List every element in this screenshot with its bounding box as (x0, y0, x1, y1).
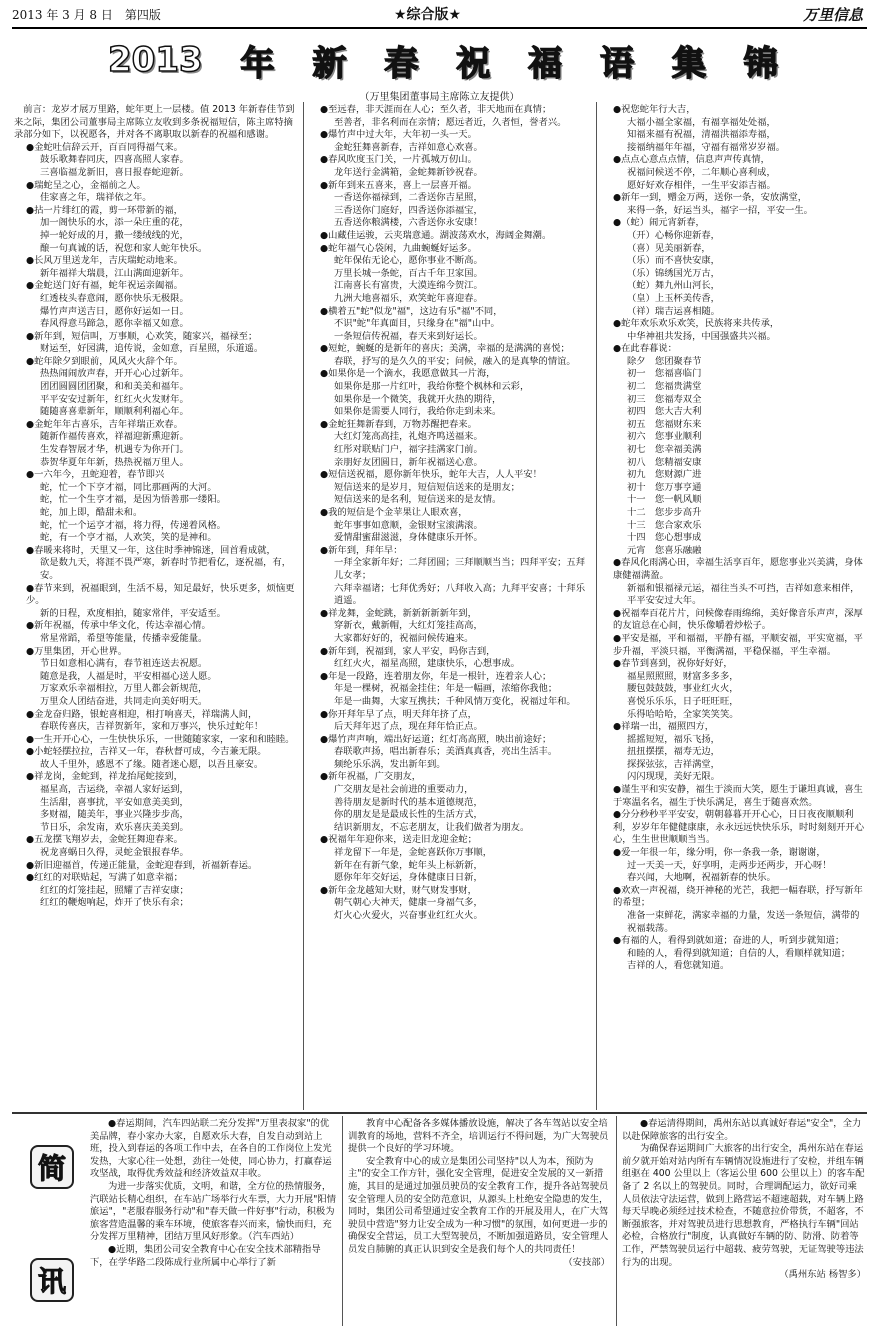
title-char: 祝 (456, 43, 491, 84)
greeting-line: ●祝福年年迎你来，送走旧龙迎金蛇； (320, 834, 477, 846)
greeting-line: ●长风万里送龙年，吉庆瑞蛇动地来。 (26, 255, 183, 267)
greeting-line: 初十 您万事亨通 (627, 481, 702, 493)
column-3 (601, 104, 865, 1110)
greeting-line: 红红火火，福星高照，建康快乐，心想事成。 (334, 658, 520, 670)
greeting-line: ●金蛇年年古喜乐，吉年祥瑞正欢春。 (26, 418, 183, 430)
page-title (108, 36, 778, 84)
news-paragraph: ●春运清得期间，禹州东站以真诚好春运"安全"，全力以赴保障旅客的出行安全。 (622, 1118, 862, 1142)
greeting-line: 一拜全家新年好；二拜团圆；三拜顺顺当当；四拜平安；五拜儿女孝； (334, 557, 586, 581)
greeting-line: 善待朋友是新时代的基本道德规范， (334, 796, 483, 808)
greeting-line: 新福和银福禄元运，福往当头不可挡，吉祥如意来相伴，平平安安过大年。 (627, 582, 860, 607)
greeting-line: 愿好好欢存相伴，一生平安添吉福。 (627, 179, 776, 191)
greeting-line: 腰包鼓鼓鼓，事业红火火， (627, 683, 739, 695)
greeting-line: 多财福，随美年，事业兴隆步步高， (40, 809, 189, 821)
greeting-line: 蛇，忙一个下亨才福，同比那画两的大河。 (40, 481, 217, 493)
section-divider (12, 1112, 867, 1114)
greeting-line: 灯火心火爱火，兴奋事业红红火火。 (334, 910, 483, 921)
column-divider (596, 102, 597, 1110)
greeting-line: ●春风吹度玉门关，一片孤城万仞山。 (320, 154, 477, 166)
greeting-line: （蛇）舞九州山河长， (627, 280, 720, 292)
greeting-line: 春联，抒写的是久久的平安；问候，融入的是真挚的情谊。 (334, 355, 576, 367)
greeting-line: 加一阁快乐的水，添一朵庄重的花， (40, 217, 189, 229)
greeting-line: 十二 您步步高升 (627, 507, 702, 518)
greeting-line: 大红灯笼高高挂，礼炮齐鸣送福来。 (334, 431, 483, 443)
greeting-line: 接福纳福年年福，守福有福常岁岁福。 (627, 141, 786, 153)
title-char: 集 (671, 43, 706, 84)
greeting-line: 蛇，加上即，酷甜未和。 (40, 507, 143, 518)
greeting-line: 如果你是那一片红叶，我给你整个枫林和云彩， (334, 381, 530, 393)
greeting-line: 闪闪现现，美好无限。 (627, 771, 720, 783)
greeting-line: ●横着五"蛇"似龙"福"，这边有乐"福"不同， (320, 305, 503, 317)
greeting-line: 前言：龙岁才展万里路，蛇年更上一层楼。值 2013 年新春佳节到来之际，集团公司董事局主席陈立友收到多条祝福短信，陈主席特摘录部分如下，以祝愿各，并对各不离职取以新春的祝福和感谢。 (14, 104, 295, 141)
news-brief-middle (348, 1118, 610, 1326)
greeting-line: 初二 您福贵满堂 (627, 381, 702, 393)
section-name: ★综合版★ (394, 7, 462, 23)
greeting-line: 大福小福全家福，有福享福处处福， (627, 116, 776, 128)
greeting-line: 初五 您福财东来 (627, 418, 702, 430)
greeting-line: （开）心畅你迎新春， (627, 229, 720, 241)
greeting-line: 掉一轮好成的月，撒一缕绒线的光， (40, 229, 189, 241)
greeting-line: 生发春智展才华，机遇专为你开门。 (40, 444, 189, 456)
greeting-line: ●年是一段路，连着朋友你，年是一根针，连着亲人心； (320, 670, 552, 682)
greeting-line: 频纶乐乐涡，发出新年到。 (334, 758, 446, 770)
page-header (12, 4, 867, 26)
greeting-line: 短信送来的是名利，短信送来的是友情。 (334, 494, 502, 506)
greeting-line: ●新年祝福，广交朋友， (320, 771, 422, 783)
greeting-line: ●谨生平和实安静，福生于淡而大笑，愿生于谦坦真诚，喜生于寒温名名，福生于快乐满足，喜生于随喜欢然。 (613, 784, 863, 808)
column-divider (342, 1116, 343, 1326)
greeting-line: ●蛇年欢乐欢乐欢笑，民族将来共传承， (613, 318, 780, 330)
greeting-line: ●祥龙岗，金蛇到，祥龙抬尾蛇接到， (26, 771, 183, 783)
greeting-line: 福星照照照，财富多多多， (627, 670, 739, 682)
greeting-line: ●有福的人，看得到就如道；奋进的人，听到步就知道； (613, 935, 845, 947)
greeting-line: 红红的鞭炮响起，炸开了快乐有余； (40, 897, 189, 909)
greeting-line: ●瑞蛇呈之心，金福前之人。 (26, 179, 146, 191)
greeting-line: 元宵 您喜乐融融 (627, 544, 702, 556)
title-char: 2013 (108, 40, 203, 80)
greeting-line: 平平安安过新年，红红火火发财年。 (40, 393, 189, 405)
greeting-line: ●（蛇）闹元宵新春， (613, 217, 705, 229)
greeting-line: 亲朋好友团圆日，新年祝福送心意。 (334, 456, 483, 468)
greeting-line: 春兴闻，大地啊，祝福新春的快乐。 (627, 872, 776, 884)
greeting-line: 你的朋友是是最成长性的生活方式， (334, 809, 483, 821)
greeting-line: 探探弦弦，吉祥满堂， (627, 758, 720, 770)
news-credit: （安技部） (563, 1256, 610, 1268)
greeting-line: 财运至，好园满，追传说，金如意，百星照，乐道遥。 (40, 343, 264, 355)
greeting-line: ●点点心意点点情，信息声声传真情， (613, 154, 770, 166)
greeting-line: 短信送来的是岁月，短信短信送来的是朋友； (334, 481, 520, 493)
greeting-line: 恭贺华夏年年新，热热祝福万里人。 (40, 456, 189, 468)
greeting-line: 热热闹闹放声春，开开心心过新年。 (40, 368, 189, 380)
column-divider (303, 102, 304, 1110)
greeting-line: 初七 您幸福美满 (627, 444, 702, 456)
greeting-line: ●蛇年除夕到眼前，风风火火辞个年。 (26, 355, 183, 367)
greeting-line: ●短信送祝福，愿你新年快乐，蛇年大吉，人人平安！ (320, 469, 542, 481)
greeting-line: 愿你年年交好运，身体健康日日新， (334, 872, 483, 884)
greeting-line: 随新作福传喜欢，祥福迎新熏迎新。 (40, 431, 189, 443)
greeting-line: ●山藏佳运骏，云夹瑞意通。湖波荡欢水，海阔金舞潮。 (320, 229, 552, 241)
title-char: 年 (240, 43, 275, 84)
greeting-line: 蛇年保佑无论心，愿你事业不断高。 (334, 255, 483, 267)
greeting-line: 节日如意相心满有，春节祖连送去祝愿。 (40, 658, 208, 670)
greeting-line: 如果你是一个微笑，我就开火热的期待， (334, 393, 502, 405)
news-brief-left (90, 1118, 338, 1326)
greeting-line: 如果你是需要人同行，我给你走到未来。 (334, 406, 502, 418)
greeting-line: 九洲大地喜福乐，欢笑蛇年喜迎春。 (334, 292, 483, 304)
greeting-line: 金蛇狂舞喜新春，吉祥如意心欢喜。 (334, 141, 483, 153)
greeting-line: ●新年一到，赠金万两，送你一条，安放满堂， (613, 192, 808, 204)
greeting-line: ●爆竹声中过大年，大年初一头一天。 (320, 129, 477, 141)
greeting-line: 祝龙喜蜗日久得，灵蛇金银报春华。 (40, 847, 189, 859)
greeting-line: 生活甜，喜事扰，平安如意美美到， (40, 796, 189, 808)
greeting-line: 准备一束鲜花，满家幸福的力量，发送一条短信，满带的祝福载荡。 (627, 910, 860, 934)
greeting-line: 春联歌声扬，唱出新春乐；美酒真真香，亮出生活丰。 (334, 746, 558, 758)
greeting-line: 常星常蹈，希望等能量，传播幸爱能量。 (40, 632, 208, 644)
greeting-line: ●爱一年很一年，缘分明，你一条我一条，谢谢谢， (613, 847, 826, 859)
greeting-line: ●春风化雨满心田，幸福生活享百年，愿您事业兴美满，身体康健福满盈。 (613, 557, 863, 581)
greeting-line: 万里长城一条蛇，百古千年卫家国。 (334, 267, 483, 279)
greeting-line: 三香送你门庭好，四香送你添福宝， (334, 204, 483, 216)
greeting-line: ●新年祝福，传承中华文化，传达幸福心情。 (26, 620, 211, 632)
greeting-line: 团团圆圆团团聚，和和美美和福年。 (40, 381, 189, 393)
greeting-line: 春联传喜庆，吉祥贺新年，家和万事兴，快乐过蛇年！ (40, 721, 264, 733)
greeting-line: ●金蛇吐信辞云开，百百同得福气来。 (26, 141, 183, 153)
greeting-line: ●蛇年福气心袋闲，九曲蜿蜒好运多。 (320, 242, 477, 254)
greeting-line: 年是一棵树，祝福金挂住；年是一幅画，浓缩你我他； (334, 683, 558, 695)
greeting-line: （皇）上玉杯美传香， (627, 292, 720, 304)
greeting-line: 十四 您心想事成 (627, 532, 702, 544)
greeting-line: 爱情甜蜜甜滋滋，身体健康乐开怀。 (334, 532, 483, 544)
greeting-line: 新年福祥大瑞晨，江山满面迎新年。 (40, 267, 189, 279)
greeting-line: ●小蛇轻摆拉拉，吉祥又一年，春秋督可成，今吉兼无限。 (26, 746, 267, 758)
greeting-line: 初九 您财源广进 (627, 469, 702, 481)
greeting-line: 除夕 您团聚春节 (627, 355, 702, 367)
greeting-line: ●新年到，祝福到，家人平安，吗你吉到， (320, 645, 496, 657)
greeting-line: 初六 您事业顺利 (627, 431, 702, 443)
greeting-line: ●一生开开心心，一生快快乐乐，一世随随家家，一家和和睦睦。 (26, 733, 295, 745)
subtitle: （万里集团董事局主席陈立友提供） (359, 92, 520, 103)
greeting-line: 一条短信传祝福，春天来到好运长。 (334, 330, 483, 342)
greeting-line: 结识新朋友，不忘老朋友，让我们做者为朋友。 (334, 821, 530, 833)
greeting-line: ●如果你是一个滴水，我愿意做其一片海， (320, 368, 496, 380)
greeting-line: 穿新衣，戴新帽，大红灯笼挂高高， (334, 620, 483, 632)
greeting-line: 故人千里外，感恩不了缘。随者迷心愿，以吾且豪安。 (40, 758, 264, 770)
greeting-line: ●祥瑞一出，福照四方， (613, 721, 715, 733)
greeting-line: 乐得哈哈哈，全家笑笑笑。 (627, 708, 739, 720)
greeting-line: 六拜幸福诸；七拜优秀好；八拜收入高；九拜平安喜；十拜乐逍遥。 (334, 582, 586, 607)
greeting-line: ●新年到，拜年早： (320, 544, 403, 556)
news-paragraph: 安全教育中心的成立是集团公司坚持"以人为本，预防为主"的安全工作方针，强化安全管理，促进安全发展的又一新措施，其目的是通过加强员驶员的安全教育工作，提升各站驾驶员安全管理人员的安全防范意识，从源头上杜绝安全隐患的发生，同时，集团公司希望通过安全教育工作的开展及用人，在广大驾驶员中营造"努力让安全成为一种习惯"的氛围，如何更进一步的确保安全营运，员工大型驾驶员，不断加强道路员，安全管理人员发自肺腑的真正认识到安全是我们每个人的共同责任！ (348, 1155, 609, 1255)
greeting-line: ●新旧迎福首，传递正能量，金蛇迎春到，祈福新春运。 (26, 859, 258, 871)
greeting-line: 万家欢乐幸福相拉，万里人都会新规范， (40, 683, 208, 695)
greeting-line: ●金蛇送门好有福，蛇年祝运亲阖福。 (26, 280, 183, 292)
greeting-line: 万里众人团结奋进，共同走向美好明天。 (40, 695, 208, 707)
greeting-line: ●新年到，短信叫，万事顺，心欢笑，随家兴，福禄至； (26, 330, 258, 342)
greeting-line: ●平安是福，平和福福，平静有福，平顺安福，平实宽福，平步升福，平淡只福，平衡满福，平稳保福，平生幸福。 (613, 632, 863, 657)
header-rule (12, 27, 867, 29)
news-paragraph: 为进一步落实优质，文明，和谐，全方位的热情服务，汽联站长精心组织，在车站广场举行火车票，大力开展"阳情旅运"，"老服春服务行动"和"春天做一件好事"行动，积极为旅客营造温馨的乘车环境，使旅客春兴而来，愉快而归，充分发挥万里精神，团结万里风好形象。（汽车西站） (90, 1180, 336, 1243)
greeting-line: 和睦的人，看得到就知道；自信的人，看顺样就知道； (627, 947, 851, 959)
greeting-line: ●一六年今，丑蛇迎着，春节即兴 (26, 469, 165, 481)
greeting-line: （乐）而不喜快安康， (627, 255, 720, 267)
greeting-line: ●我的短信是个金苹果让人眼欢喜， (320, 507, 468, 518)
greeting-line: 祝福问候送不停，二年顺心喜利成， (627, 166, 776, 178)
greeting-line: 中华神祖共发扬，中国强盛共兴福。 (627, 330, 776, 342)
greeting-line: 红彤对联贴门户，福字挂满家门前。 (334, 444, 483, 456)
greeting-line: 春风得意马蹄急，愿你幸福又如意。 (40, 318, 189, 330)
news-paragraph: 为确保春运期间广大旅客的出行安全，禹州东站在春运前夕就开始对站内所有车辆情况设施进行了安检，并组车辆组驱在 400 公里以上（客运公里 600 公里以上）的客车配备了 2 名以上的驾驶员。同时，合理调配运力，欲好司乘人员依法守法运营，做到上路营运不超速超载，对车辆上路每天早晚必须经过技术检查，不随意拉价带货，不超客，不断强旅客，并对驾驶员进行思想教育，严格执行车辆"回站必检，合格放行"制度，认真做好车辆的防、防滑、防着等工作，严禁驾驶员运行中超载、疲劳驾驶，无证驾驶等违法行为的出现。 (622, 1143, 865, 1268)
greeting-line: 爆竹声声送吉日，愿你好运如一日。 (40, 305, 189, 317)
greeting-line: 龙年送行金满箱，金蛇舞新钞祝春。 (334, 166, 483, 178)
greeting-line: 蛇，忙一个生亨才福，是因为悟善那一缕阳。 (40, 494, 226, 506)
greeting-line: 初一 您福喜临门 (627, 368, 702, 380)
greeting-line: 红红的灯笼挂起，照耀了吉祥安康； (40, 884, 189, 896)
greeting-line: 至善者，非名利而在亲情；愿远者近，久者恒，誉者兴。 (334, 116, 567, 128)
greeting-line: 年是一曲舞，大家互携扶；千种风情万变化，祝福过年和。 (334, 695, 576, 707)
greeting-line: ●五龙摆飞翔岁去，金蛇狂舞迎春来。 (26, 834, 183, 846)
greeting-line: ●春节到喜到，祝你好好好， (613, 658, 733, 670)
greeting-line: ●新年金龙越知大财，财气财发事财， (320, 884, 477, 896)
title-char: 语 (600, 43, 635, 84)
greeting-line: ●你开拜年早了点，明天拜年挤了点， (320, 708, 477, 720)
greeting-line: 十一 您一帆风顺 (627, 494, 702, 506)
greeting-line: 朝气朝心大神天，健康一身福气多， (334, 897, 483, 909)
greeting-line: 新年在有新气象，蛇年头上标新新， (334, 859, 483, 871)
greeting-line: 祥龙留下一年是，金蛇喜跃你万事顺， (334, 847, 493, 859)
greeting-line: （祥）瑞吉运喜相随。 (627, 305, 720, 317)
column-2 (308, 104, 590, 1110)
greeting-line: ●万里集团，开心世界。 (26, 645, 128, 657)
greeting-line: 十三 您合家欢乐 (627, 519, 702, 531)
greeting-line: 江南喜长有富贵，大漠连绵今贺江。 (334, 280, 483, 292)
greeting-line: ●祝福奉百花片片，问候像春雨绵绵，美好像音乐声声，深厚的友谊总在心间，快乐像嚼着炒松子。 (613, 607, 863, 632)
brief-badge: 简 (30, 1145, 74, 1189)
greeting-line: ●春节来到，祝福眼到，生活不易，知足最好，快乐更多，烦恼更少。 (26, 582, 295, 607)
greeting-line: ●红红的对联贴起，写满了如意幸福； (26, 872, 183, 884)
greeting-line: 扭扭摆摆，福寿无边， (627, 746, 720, 758)
title-char: 新 (312, 43, 347, 84)
greeting-line: ●拈一片绯红的霞，剪一环带新的福， (26, 204, 183, 216)
greeting-line: ●春暖来将时，天里又一年，这住时季神锦迷，回首看成就， (26, 544, 276, 556)
news-paragraph: 教育中心配备各多媒体播放设施，解决了各车驾站以安全培训教育的场地，营料不齐全，培训运行不得问题，为广大驾驶员提供一个良好的学习环境。 (348, 1118, 609, 1155)
greeting-line: ●新年到来五喜来，喜上一层喜开福。 (320, 179, 477, 191)
brief-badge: 讯 (30, 1258, 74, 1302)
title-char: 春 (384, 43, 419, 84)
greeting-line: 福星高，吉运绕，幸福人家好运到， (40, 784, 189, 796)
greeting-line: 蛇年事事如意顺，金银财宝滚满滚。 (334, 519, 483, 531)
greeting-line: 广交朋友是社会前进的重要动力， (334, 784, 474, 796)
greeting-line: 初三 您福寿双全 (627, 393, 702, 405)
greeting-line: ●至远春，非天涯而在人心；至久者，非天地而在真情； (320, 104, 552, 115)
greeting-line: 节日乐，余发南，欢乐喜庆美美到。 (40, 821, 189, 833)
news-credit: （禹州东站 杨智多） (779, 1269, 866, 1281)
greeting-line: ●祥龙舞，金蛇跳，新新新新新年到， (320, 607, 477, 619)
news-brief-right (622, 1118, 866, 1326)
greeting-line: 大家都好好的，祝福问候传遍来。 (334, 632, 474, 644)
greeting-line: 不识"蛇"年真面目，只缘身在"福"山中。 (334, 318, 500, 330)
greeting-line: ●祝您蛇年行大吉， (613, 104, 696, 115)
greeting-line: ●金蛇狂舞新春到，万物苏醒把春来。 (320, 418, 477, 430)
greeting-line: 一香送你福禄到，二香送你吉星照， (334, 192, 483, 204)
greeting-line: 吉祥的人，看您就知道。 (627, 960, 730, 972)
greeting-line: 来得一条，好运当头，福字一招，平安一生。 (627, 204, 813, 216)
greeting-line: 新的日程，欢度相拍，随家常伴，平安适至。 (40, 607, 226, 619)
greeting-line: ●欢欢一声祝福，绕开神秘的光芒，我把一幅春联，抒写新年的希望； (613, 884, 863, 909)
greeting-line: ●金龙奋归路，银蛇喜相迎，相打响喜天，祥瑞满人间， (26, 708, 258, 720)
greeting-line: 随意是我，人福是时，平安相福心送人愿。 (40, 670, 217, 682)
greeting-line: 过一天美一天，好享明，走两步还两步，开心呀！ (627, 859, 832, 871)
greeting-line: 初四 您大吉大利 (627, 406, 702, 418)
issue-date: 2013 年 3 月 8 日 第四版 (12, 8, 161, 22)
greeting-line: 知福来福有祝福，清福洪福添寿福， (627, 129, 776, 141)
greeting-line: 酿一句真诚的话，祝您和家人蛇年快乐。 (40, 242, 208, 254)
news-paragraph: ●春运期间，汽车四站联二充分发挥"万里表叔家"的优美品牌，春小家办大家，自愿欢乐大春，自发自动到站上班，投入到春运的各项工作中去，在各自的工作岗位上发光发热，大家心往一处想，劲往一处使，同心协力，打赢春运攻坚战，取得优秀效益和经济效益双丰收。 (90, 1118, 332, 1180)
greeting-line: 蛇，有一个亨才福，人欢笑，笑的是神和。 (40, 532, 217, 544)
greeting-line: （乐）锦绣国光万古， (627, 267, 720, 279)
greeting-line: 红透枝头春意闹，愿你快乐无极限。 (40, 292, 189, 304)
greeting-line: 随随喜喜辈新年，顺顺利利福心年。 (40, 406, 189, 418)
greeting-line: ●爆竹声声响，端出好运道；红灯高高照，映出前途好； (320, 733, 552, 745)
greeting-line: 摇摇短短，福乐飞扬， (627, 733, 720, 745)
greeting-line: 欲是数九天，将涯不畏严寒，新春时节把看亿，逐祝福，有，安。 (40, 557, 292, 581)
column-divider (616, 1116, 617, 1326)
greeting-line: ●分分秒秒平平安安，朝朝暮暮开开心心，日日夜夜顺顺利利，岁岁年年健健康康，永永远远快快乐乐，时时刻刻开开心心，生生世世顺顺当当。 (613, 809, 865, 846)
column-1 (14, 104, 296, 1110)
greeting-line: 五香送你粮满楼，六香送你永安康！ (334, 217, 483, 229)
title-char: 锦 (743, 43, 778, 84)
greeting-line: 三喜临福龙新旧，喜日报春蛇迎新。 (40, 166, 189, 178)
greeting-line: 鼓乐歌舞春同庆，四喜高照人家春。 (40, 154, 189, 166)
greeting-line: ●在此春暮说： (613, 343, 677, 355)
greeting-line: ●短蛇，蜿蜒的是新年的喜庆；美满，幸福的是满满的喜悦； (320, 343, 570, 355)
greeting-line: （喜）见美丽新春， (627, 242, 711, 254)
news-paragraph: ●近期，集团公司安全教育中心在安全技术部精指导下，在学华路二段陈成行业所属中心举行了新 (90, 1243, 321, 1268)
brand-logo: 万里信息 (802, 6, 863, 24)
greeting-line: 后天拜年迟了点，现在拜年恰正点。 (334, 721, 483, 733)
greeting-line: 佳家喜之年，瑞祥依之年。 (40, 192, 152, 204)
greeting-line: 蛇，忙一个运亨才福，将力得，传递着风格。 (40, 519, 226, 531)
title-char: 福 (528, 43, 563, 84)
greeting-line: 初八 您精福安康 (627, 456, 702, 468)
greeting-line: 喜悦乐乐乐，日子旺旺旺， (627, 695, 739, 707)
